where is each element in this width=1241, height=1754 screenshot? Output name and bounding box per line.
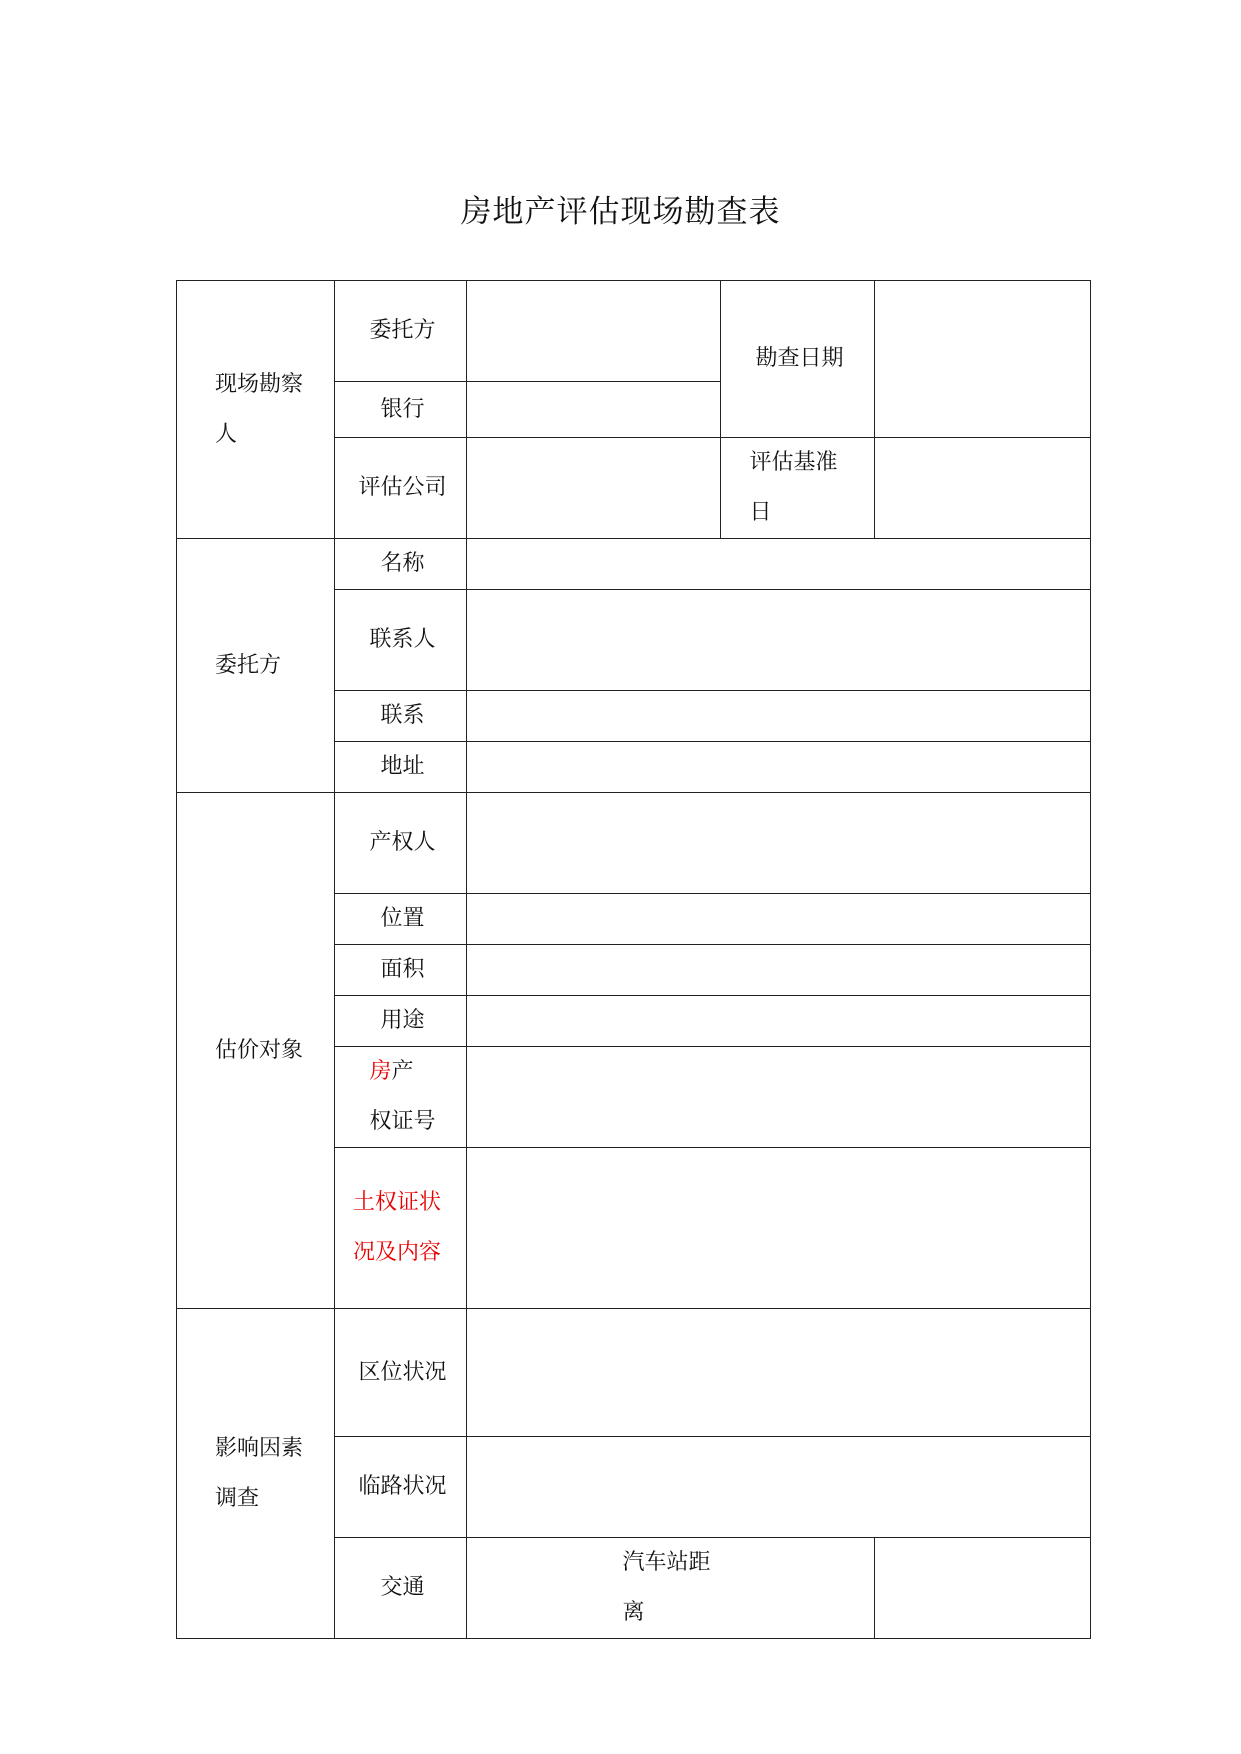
- label-location: 位置: [335, 894, 467, 945]
- field-property-cert[interactable]: [467, 1047, 1091, 1148]
- field-address[interactable]: [467, 742, 1091, 793]
- field-company[interactable]: [467, 438, 721, 539]
- category-target: 估价对象: [177, 793, 335, 1309]
- label-client: 委托方: [335, 281, 467, 382]
- field-bus-distance[interactable]: [875, 1538, 1091, 1639]
- category-client: 委托方: [177, 539, 335, 793]
- page-title: 房地产评估现场勘查表: [460, 194, 781, 230]
- field-bank[interactable]: [467, 382, 721, 438]
- survey-form-table: [176, 280, 1091, 1639]
- label-owner: 产权人: [335, 793, 467, 894]
- field-base-date[interactable]: [875, 438, 1091, 539]
- label-base-date: 评估基准日: [721, 438, 875, 539]
- label-property-cert: 房产 权证号: [335, 1047, 467, 1148]
- label-address: 地址: [335, 742, 467, 793]
- label-name: 名称: [335, 539, 467, 590]
- field-survey-date[interactable]: [875, 281, 1091, 438]
- field-road[interactable]: [467, 1437, 1091, 1538]
- label-district: 区位状况: [335, 1309, 467, 1437]
- label-area: 面积: [335, 945, 467, 996]
- label-bus-distance: 汽车站距离: [467, 1538, 875, 1639]
- field-usage[interactable]: [467, 996, 1091, 1047]
- label-bank: 银行: [335, 382, 467, 438]
- label-survey-date: 勘查日期: [721, 281, 875, 438]
- label-usage: 用途: [335, 996, 467, 1047]
- field-location[interactable]: [467, 894, 1091, 945]
- label-road: 临路状况: [335, 1437, 467, 1538]
- field-client[interactable]: [467, 281, 721, 382]
- label-contact: 联系人: [335, 590, 467, 691]
- label-phone: 联系: [335, 691, 467, 742]
- field-land-cert[interactable]: [467, 1148, 1091, 1309]
- label-traffic: 交通: [335, 1538, 467, 1639]
- property-cert-highlight: 房: [369, 1059, 392, 1084]
- field-name[interactable]: [467, 539, 1091, 590]
- field-phone[interactable]: [467, 691, 1091, 742]
- label-company: 评估公司: [335, 438, 467, 539]
- field-owner[interactable]: [467, 793, 1091, 894]
- label-land-cert: 土权证状况及内容: [335, 1148, 467, 1309]
- category-inspector: 现场勘察人: [177, 281, 335, 539]
- field-contact[interactable]: [467, 590, 1091, 691]
- category-factors: 影响因素调查: [177, 1309, 335, 1639]
- field-area[interactable]: [467, 945, 1091, 996]
- field-district[interactable]: [467, 1309, 1091, 1437]
